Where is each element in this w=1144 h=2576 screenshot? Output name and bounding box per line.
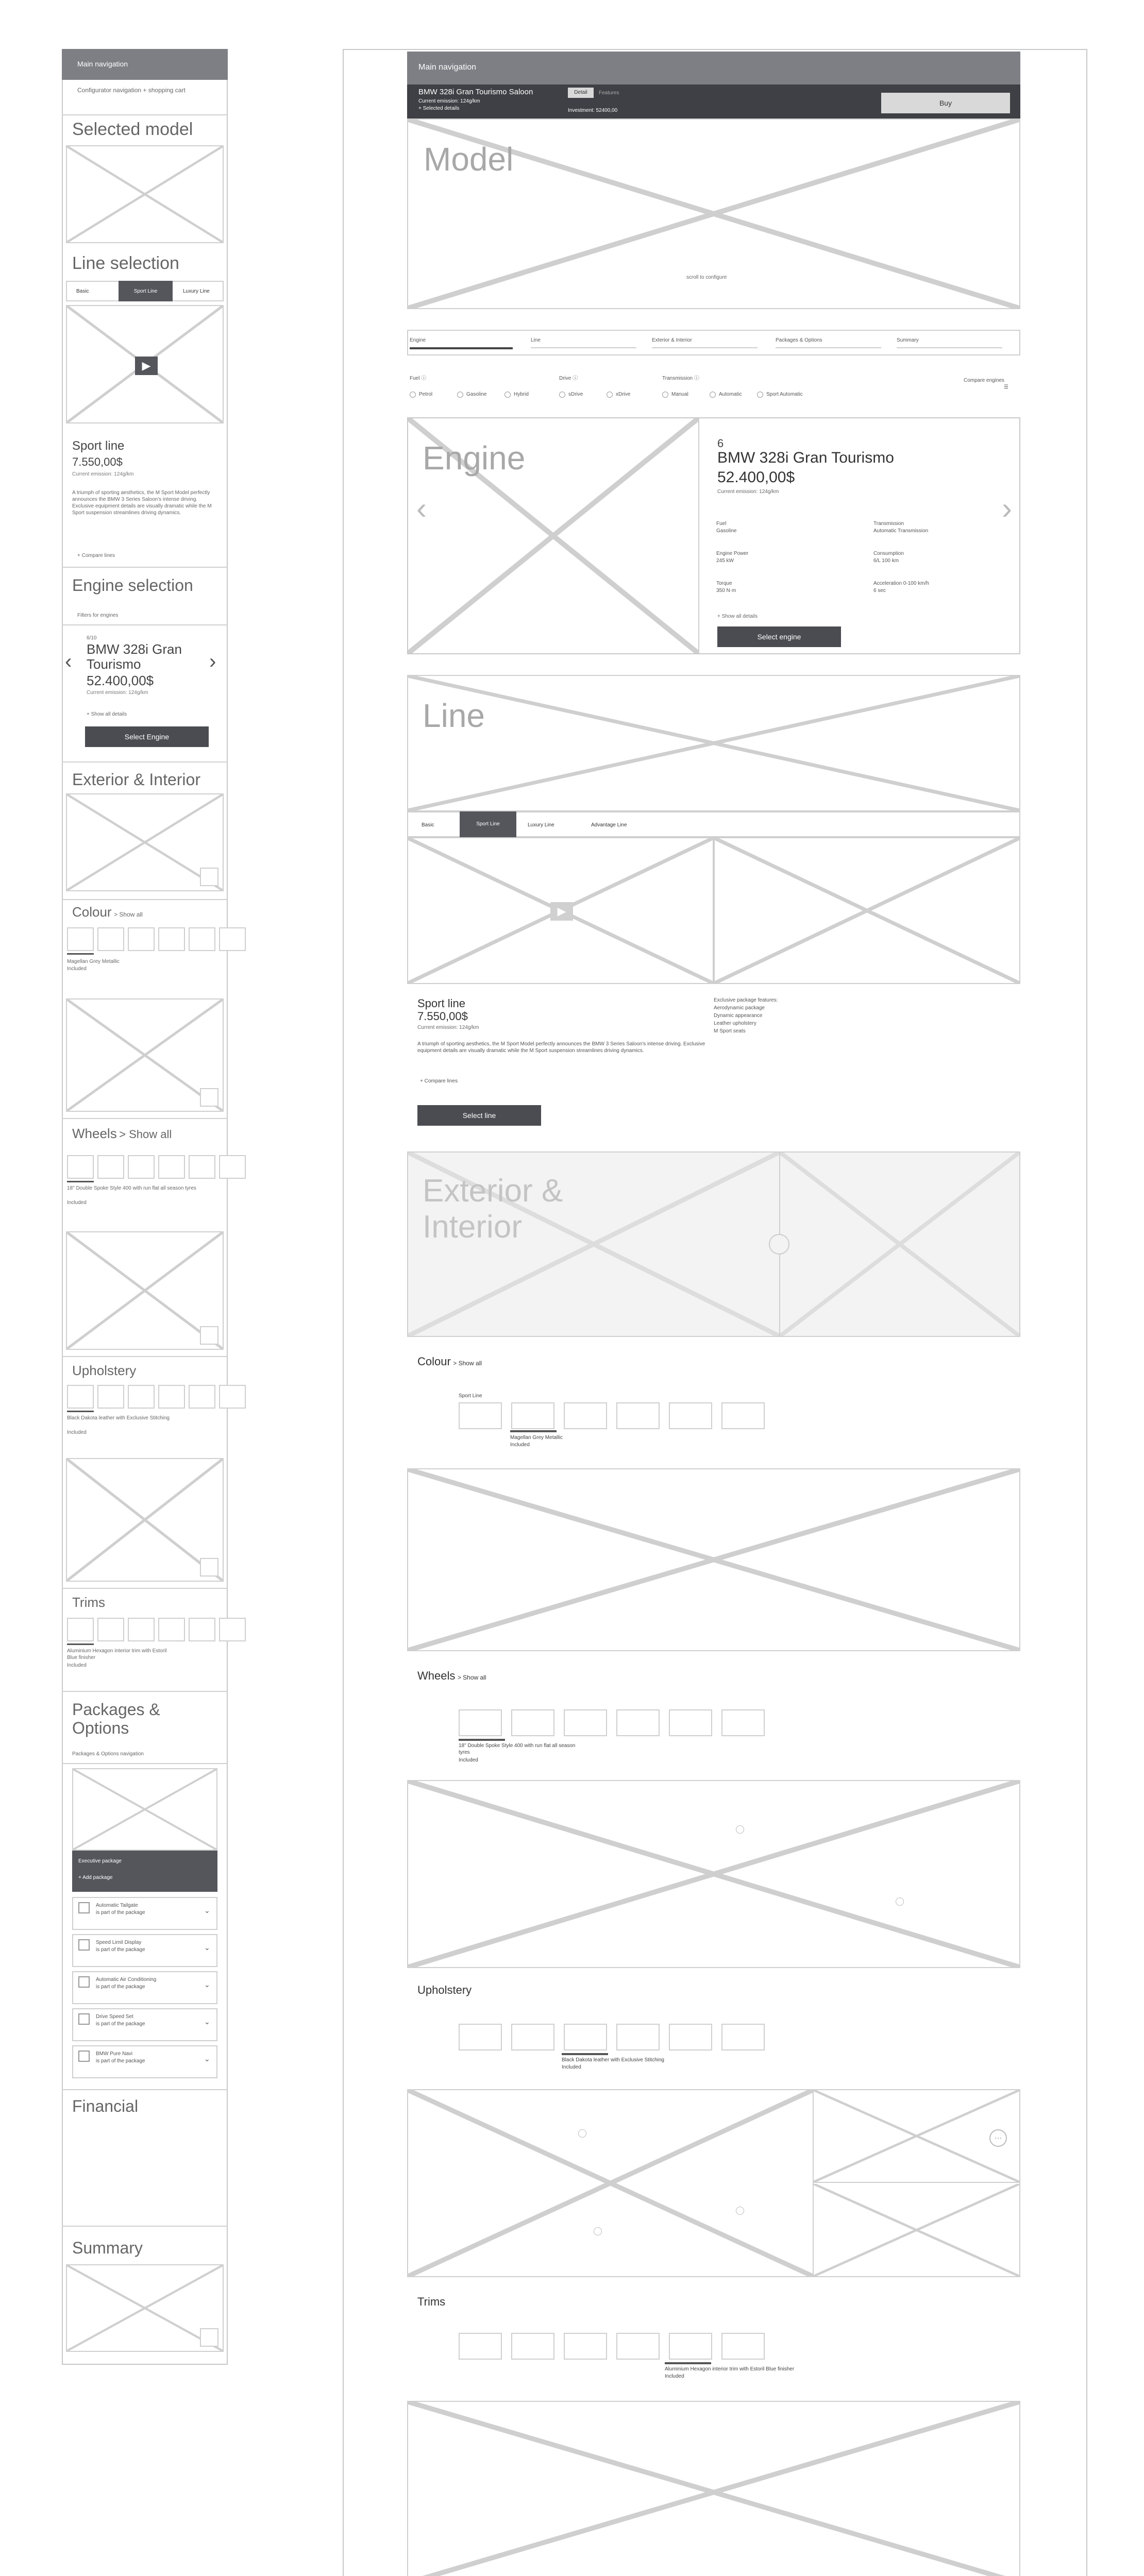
colour-swatch[interactable] xyxy=(511,1402,554,1429)
filter-radio-label: sDrive xyxy=(568,392,583,397)
desktop-compare-engines[interactable] xyxy=(964,377,1008,391)
desktop-line-tabs xyxy=(407,811,1020,837)
mobile-engine-price: 52.400,00$ xyxy=(87,673,154,688)
mobile-main-nav[interactable] xyxy=(62,49,228,80)
upholstery-swatch[interactable] xyxy=(67,1385,94,1409)
desktop-nav-title: Main navigation xyxy=(418,63,477,72)
desktop-engine-emission: Current emission: 124g/km xyxy=(717,489,779,495)
step-progress xyxy=(410,347,513,349)
mobile-trims-heading: Trims xyxy=(72,1595,106,1610)
colour-swatch[interactable] xyxy=(97,927,124,951)
chevron-right-icon[interactable]: › xyxy=(209,650,216,673)
desktop-upholstery-selected: Black Dakota leather with Exclusive Stitching xyxy=(562,2057,664,2063)
hotspot-icon[interactable] xyxy=(896,1897,904,1906)
spec-label: Consumption xyxy=(873,551,904,556)
spec-value: 350 N·m xyxy=(716,588,736,594)
package-item-name: Automatic Air Conditioning xyxy=(96,1977,157,1982)
step-progress xyxy=(897,347,1002,348)
desktop-model-hero xyxy=(407,118,1020,309)
filter-radio[interactable] xyxy=(757,392,763,398)
mobile-exec-package-label: Executive package xyxy=(78,1858,122,1864)
trim-swatch[interactable] xyxy=(67,1618,94,1641)
desktop-upholstery-included: Included xyxy=(562,2064,581,2070)
mobile-sport-line-emission: Current emission: 124g/km xyxy=(72,471,134,477)
filter-radio-label: Petrol xyxy=(419,392,433,397)
mobile-colour-label: Colour xyxy=(72,904,112,920)
desktop-config-header xyxy=(407,84,1020,118)
desktop-tab-advantage-line[interactable]: Advantage Line xyxy=(591,822,627,828)
mobile-nav-title: Main navigation xyxy=(77,60,128,68)
expand-icon[interactable] xyxy=(200,1088,218,1107)
mobile-financial-heading: Financial xyxy=(72,2097,139,2115)
upholstery-swatch[interactable] xyxy=(158,1385,185,1409)
filter-radio-label: Gasoline xyxy=(466,392,487,397)
upholstery-swatch[interactable] xyxy=(128,1385,155,1409)
desktop-main-nav[interactable] xyxy=(407,52,1020,84)
spec-value: 245 kW xyxy=(716,558,734,564)
desktop-upholstery-image xyxy=(407,2089,1020,2277)
desktop-exterior-hero xyxy=(407,1151,1020,1337)
wheel-swatch[interactable] xyxy=(67,1155,94,1179)
info-icon[interactable]: ⓘ xyxy=(694,376,699,381)
line-feature: M Sport seats xyxy=(714,1028,746,1034)
info-icon[interactable]: ⓘ xyxy=(421,376,427,381)
mobile-wheels-selected: 18" Double Spoke Style 400 with run flat all season tyres xyxy=(67,1185,196,1191)
wheel-swatch[interactable] xyxy=(721,1709,765,1736)
wheel-swatch[interactable] xyxy=(219,1155,246,1179)
mobile-sport-line-price: 7.550,00$ xyxy=(72,455,123,468)
desktop-colour-show-all[interactable]: > Show all xyxy=(453,1360,482,1367)
desktop-sport-line-price: 7.550,00$ xyxy=(417,1010,468,1023)
step-engine[interactable]: Engine xyxy=(410,337,426,343)
mobile-summary-image xyxy=(66,2264,224,2352)
mobile-colour-show-all[interactable]: > Show all xyxy=(114,911,143,918)
desktop-filter-transmission xyxy=(662,375,699,382)
package-checkbox[interactable] xyxy=(78,1976,90,1988)
expand-icon[interactable] xyxy=(200,1558,218,1577)
mobile-packages-nav[interactable]: Packages & Options navigation xyxy=(72,1751,144,1757)
mobile-breadcrumb[interactable] xyxy=(77,87,211,94)
spec-label: Fuel xyxy=(716,521,727,527)
desktop-exterior-right xyxy=(780,1153,1019,1336)
desktop-engine-show-details[interactable]: + Show all details xyxy=(717,614,758,619)
mobile-tab-luxury-line[interactable]: Luxury Line xyxy=(183,289,210,294)
desktop-buy-button[interactable]: Buy xyxy=(881,93,1010,113)
mobile-upholstery-selected: Black Dakota leather with Exclusive Stitching xyxy=(67,1415,170,1421)
trim-swatch[interactable] xyxy=(158,1618,185,1641)
desktop-tab-sport-line[interactable]: Sport Line xyxy=(460,811,516,837)
upholstery-swatch[interactable] xyxy=(669,2024,712,2050)
mobile-colour-heading xyxy=(72,904,143,920)
desktop-trims-included: Included xyxy=(665,2374,684,2379)
step-progress xyxy=(531,347,636,348)
more-icon[interactable]: ··· xyxy=(989,2129,1007,2147)
upholstery-swatch[interactable] xyxy=(564,2024,607,2050)
desktop-engine-name: BMW 328i Gran Tourismo xyxy=(717,449,894,466)
trim-swatch[interactable] xyxy=(189,1618,215,1641)
desktop-filter-drive-label: Drive xyxy=(559,376,571,381)
filter-radio-label: Sport Automatic xyxy=(766,392,803,397)
package-item-name: Speed Limit Display xyxy=(96,1940,142,1945)
mobile-trims-selected: Aluminium Hexagon interior trim with Estoril Blue finisher xyxy=(67,1648,167,1660)
line-feature: Leather upholstery xyxy=(714,1021,756,1026)
filter-radio[interactable] xyxy=(710,392,716,398)
upholstery-swatch[interactable] xyxy=(721,2024,765,2050)
spec-value: 6/L 100 km xyxy=(873,558,899,564)
desktop-header-emission: Current emission: 124g/km xyxy=(418,98,480,104)
desktop-engine-price: 52.400,00$ xyxy=(717,469,795,486)
wheel-swatch[interactable] xyxy=(128,1155,155,1179)
expand-icon[interactable] xyxy=(200,1326,218,1345)
desktop-exterior-heading: Exterior & Interior xyxy=(423,1173,563,1245)
desktop-upholstery-heading: Upholstery xyxy=(417,1984,472,1996)
upholstery-swatch[interactable] xyxy=(97,1385,124,1409)
mobile-filter-engines[interactable]: Filters for engines xyxy=(77,613,119,618)
desktop-trims-selected: Aluminium Hexagon interior trim with Estoril Blue finisher xyxy=(665,2366,795,2372)
trim-swatch[interactable] xyxy=(219,1618,246,1641)
mobile-wheels-image xyxy=(66,1231,224,1350)
desktop-colour-heading xyxy=(417,1355,482,1368)
compare-icon[interactable]: ☰ xyxy=(1004,384,1008,390)
desktop-sport-line-desc: A triumph of sporting aesthetics, the M Sport Model perfectly announces the BMW 3 Series Saloon's intense driving. Exclusive equipment details are visually dramatic while the M Sport suspension streamlines driving dynamics. xyxy=(417,1041,705,1054)
desktop-engine-image xyxy=(408,418,699,653)
wheel-swatch[interactable] xyxy=(616,1709,660,1736)
mobile-line-selection-heading: Line selection xyxy=(72,253,179,273)
expand-icon[interactable] xyxy=(200,868,218,886)
filter-radio-label: Hybrid xyxy=(514,392,529,397)
desktop-stepper xyxy=(407,330,1020,355)
step-progress xyxy=(776,347,881,348)
trim-swatch[interactable] xyxy=(97,1618,124,1641)
package-item-name: BMW Pure Navi xyxy=(96,2051,133,2057)
desktop-filter-transmission-label: Transmission xyxy=(662,376,693,381)
mobile-summary-heading: Summary xyxy=(72,2239,143,2257)
desktop-sport-line-emission: Current emission: 124g/km xyxy=(417,1025,479,1030)
filter-radio-label: Manual xyxy=(671,392,688,397)
mobile-packages-heading: Packages & Options xyxy=(72,1700,160,1737)
trim-swatch[interactable] xyxy=(669,2333,712,2360)
desktop-select-engine-button[interactable]: Select engine xyxy=(717,626,841,647)
spec-value: Gasoline xyxy=(716,528,737,534)
mobile-exec-package-image xyxy=(72,1768,217,1851)
package-item-sub: is part of the package xyxy=(96,1910,145,1916)
filter-radio[interactable] xyxy=(504,392,511,398)
desktop-header-price: Investment: 52400,00 xyxy=(568,108,618,113)
desktop-select-line-button[interactable]: Select line xyxy=(417,1105,541,1126)
package-item-sub: is part of the package xyxy=(96,1984,145,1990)
desktop-filter-fuel xyxy=(410,375,426,382)
package-item-name: Automatic Tailgate xyxy=(96,1903,138,1908)
desktop-header-model: BMW 328i Gran Tourismo Saloon xyxy=(418,88,533,96)
trim-swatch[interactable] xyxy=(128,1618,155,1641)
desktop-line-video xyxy=(407,837,714,984)
spec-label: Engine Power xyxy=(716,551,749,556)
spec-label: Torque xyxy=(716,581,732,586)
package-checkbox[interactable] xyxy=(78,2013,90,2025)
mobile-wheels-label: Wheels xyxy=(72,1126,117,1141)
desktop-wheels-image xyxy=(407,1780,1020,1968)
mobile-upholstery-image xyxy=(66,1458,224,1582)
mobile-select-engine-button[interactable]: Select Engine xyxy=(85,726,209,747)
mobile-sport-line-title: Sport line xyxy=(72,439,125,453)
trim-swatch[interactable] xyxy=(511,2333,554,2360)
desktop-wheels-selected: 18" Double Spoke Style 400 with run flat all season tyres xyxy=(459,1743,576,1755)
filter-radio[interactable] xyxy=(410,392,416,398)
line-feature: Dynamic appearance xyxy=(714,1013,763,1019)
desktop-compare-lines[interactable]: + Compare lines xyxy=(420,1078,458,1084)
filter-radio[interactable] xyxy=(662,392,668,398)
spec-label: Transmission xyxy=(873,521,904,527)
desktop-colour-image xyxy=(407,1468,1020,1651)
desktop-model-heading: Model xyxy=(424,141,514,178)
desktop-line-image xyxy=(714,837,1020,984)
trim-swatch[interactable] xyxy=(459,2333,502,2360)
desktop-filter-drive xyxy=(559,375,578,382)
mobile-line-tabs xyxy=(66,281,224,301)
colour-swatch[interactable] xyxy=(219,927,246,951)
mobile-exterior-heading: Exterior & Interior xyxy=(72,770,200,789)
mobile-wheels-included: Included xyxy=(67,1200,87,1206)
upholstery-swatch[interactable] xyxy=(219,1385,246,1409)
chevron-down-icon[interactable]: ⌄ xyxy=(204,1906,210,1914)
desktop-trims-heading: Trims xyxy=(417,2295,446,2308)
desktop-colour-selected: Magellan Grey Metallic xyxy=(510,1435,563,1440)
step-line[interactable]: Line xyxy=(531,337,541,343)
wheel-swatch[interactable] xyxy=(564,1709,607,1736)
desktop-wheels-heading xyxy=(417,1669,486,1683)
hotspot-icon[interactable] xyxy=(578,2129,586,2138)
package-item-sub: is part of the package xyxy=(96,2058,145,2064)
chevron-down-icon[interactable]: ⌄ xyxy=(204,2055,210,2063)
desktop-tab-basic[interactable]: Basic xyxy=(422,822,434,828)
desktop-header-tab-features[interactable]: Features xyxy=(599,90,619,96)
hotspot-icon[interactable] xyxy=(594,2227,602,2235)
wheel-swatch[interactable] xyxy=(459,1709,502,1736)
desktop-wheels-included: Included xyxy=(459,1757,478,1763)
wheel-swatch[interactable] xyxy=(511,1709,554,1736)
mobile-add-package[interactable]: + Add package xyxy=(78,1875,113,1880)
hotspot-icon[interactable] xyxy=(736,2207,744,2215)
line-feature: Aerodynamic package xyxy=(714,1005,765,1011)
wheel-swatch[interactable] xyxy=(158,1155,185,1179)
mobile-upholstery-heading: Upholstery xyxy=(72,1363,137,1378)
colour-swatch[interactable] xyxy=(459,1402,502,1429)
mobile-model-image xyxy=(66,145,224,243)
chevron-down-icon[interactable]: ⌄ xyxy=(204,1943,210,1952)
mobile-upholstery-included: Included xyxy=(67,1430,87,1435)
upholstery-swatch[interactable] xyxy=(511,2024,554,2050)
mobile-engine-details[interactable]: + Show all details xyxy=(87,711,127,717)
package-checkbox[interactable] xyxy=(78,1939,90,1951)
mobile-selected-model-heading: Selected model xyxy=(72,120,193,139)
mobile-breadcrumb-text: Configurator navigation + shopping cart xyxy=(77,87,186,94)
desktop-engine-num: 6 xyxy=(717,437,724,450)
mobile-tab-basic[interactable]: Basic xyxy=(76,289,89,294)
mobile-exterior-image xyxy=(66,793,224,891)
mobile-engine-num: 6/10 xyxy=(87,635,97,641)
spec-value: Automatic Transmission xyxy=(873,528,929,534)
desktop-line-hero xyxy=(407,675,1020,811)
play-icon[interactable]: ▶ xyxy=(550,902,573,921)
mobile-line-video xyxy=(66,305,224,423)
line-feature: Exclusive package features: xyxy=(714,997,778,1003)
colour-swatch[interactable] xyxy=(158,927,185,951)
desktop-scroll-hint: scroll to configure xyxy=(686,275,727,280)
colour-swatch[interactable] xyxy=(189,927,215,951)
desktop-colour-group: Sport Line xyxy=(459,1393,482,1399)
rotate-handle-icon[interactable] xyxy=(769,1234,789,1255)
chevron-left-icon[interactable]: ‹ xyxy=(416,491,427,526)
mobile-colour-selected: Magellan Grey Metallic xyxy=(67,959,120,964)
trim-swatch[interactable] xyxy=(721,2333,765,2360)
upholstery-swatch[interactable] xyxy=(459,2024,502,2050)
desktop-filter-fuel-label: Fuel xyxy=(410,376,420,381)
mobile-exec-package-bar xyxy=(72,1851,217,1892)
mobile-wheels-show-all[interactable]: > Show all xyxy=(119,1128,172,1141)
filter-radio[interactable] xyxy=(559,392,565,398)
desktop-line-heading: Line xyxy=(423,697,485,734)
chevron-down-icon[interactable]: ⌄ xyxy=(204,1980,210,1989)
step-packages-options[interactable]: Packages & Options xyxy=(776,337,822,343)
mobile-trims-included: Included xyxy=(67,1663,87,1668)
package-item-name: Drive Speed Set xyxy=(96,2014,133,2020)
upholstery-swatch[interactable] xyxy=(189,1385,215,1409)
package-item-sub: is part of the package xyxy=(96,1947,145,1953)
colour-swatch[interactable] xyxy=(128,927,155,951)
colour-swatch[interactable] xyxy=(564,1402,607,1429)
colour-swatch[interactable] xyxy=(616,1402,660,1429)
trim-swatch[interactable] xyxy=(616,2333,660,2360)
expand-icon[interactable] xyxy=(200,2328,218,2347)
package-checkbox[interactable] xyxy=(78,1902,90,1913)
colour-swatch[interactable] xyxy=(669,1402,712,1429)
desktop-wheels-show-all[interactable]: > Show all xyxy=(457,1674,486,1681)
mobile-engine-name: BMW 328i Gran Tourismo xyxy=(87,641,182,672)
mobile-compare-lines[interactable]: + Compare lines xyxy=(77,553,115,558)
spec-label: Acceleration 0-100 km/h xyxy=(873,581,929,586)
step-progress xyxy=(652,347,758,348)
info-icon[interactable]: ⓘ xyxy=(573,376,578,381)
wheel-swatch[interactable] xyxy=(189,1155,215,1179)
step-exterior-interior[interactable]: Exterior & Interior xyxy=(652,337,692,343)
desktop-colour-label: Colour xyxy=(417,1355,451,1368)
colour-swatch[interactable] xyxy=(67,927,94,951)
package-item-sub: is part of the package xyxy=(96,2021,145,2027)
chevron-down-icon[interactable]: ⌄ xyxy=(204,2018,210,2026)
package-checkbox[interactable] xyxy=(78,2050,90,2062)
play-icon[interactable]: ▶ xyxy=(135,357,158,375)
mobile-sport-line-desc: A triumph of sporting aesthetics, the M Sport Model perfectly announces the BMW 3 Series Saloon's intense driving. Exclusive equipment details are visually dramatic while the M Sport suspension streamlines driving dynamics. xyxy=(72,490,212,516)
spec-value: 6 sec xyxy=(873,588,886,594)
chevron-right-icon[interactable]: › xyxy=(1002,491,1012,526)
desktop-trims-image xyxy=(407,2401,1020,2576)
filter-radio-label: xDrive xyxy=(616,392,631,397)
desktop-tab-luxury-line[interactable]: Luxury Line xyxy=(528,822,554,828)
mobile-engine-selection-heading: Engine selection xyxy=(72,576,193,595)
desktop-header-tab-detail[interactable]: Detail xyxy=(568,88,594,98)
desktop-engine-heading: Engine xyxy=(423,439,526,477)
step-summary[interactable]: Summary xyxy=(897,337,919,343)
desktop-wheels-label: Wheels xyxy=(417,1669,456,1682)
mobile-tab-sport-line[interactable]: Sport Line xyxy=(119,281,173,301)
desktop-compare-engines-label: Compare engines xyxy=(964,378,1004,383)
wheel-swatch[interactable] xyxy=(97,1155,124,1179)
upholstery-swatch[interactable] xyxy=(616,2024,660,2050)
filter-radio[interactable] xyxy=(457,392,463,398)
desktop-colour-included: Included xyxy=(510,1442,530,1448)
mobile-colour-image xyxy=(66,998,224,1112)
desktop-header-details[interactable]: + Selected details xyxy=(418,106,460,111)
mobile-engine-emission: Current emission: 124g/km xyxy=(87,690,148,696)
mobile-colour-included: Included xyxy=(67,966,87,972)
colour-swatch[interactable] xyxy=(721,1402,765,1429)
trim-swatch[interactable] xyxy=(564,2333,607,2360)
chevron-left-icon[interactable]: ‹ xyxy=(65,650,72,673)
filter-radio[interactable] xyxy=(607,392,613,398)
hotspot-icon[interactable] xyxy=(736,1825,744,1834)
mobile-wheels-heading xyxy=(72,1126,172,1142)
desktop-sport-line-title: Sport line xyxy=(417,997,465,1010)
filter-radio-label: Automatic xyxy=(719,392,742,397)
desktop-engine-card xyxy=(407,417,1020,654)
wheel-swatch[interactable] xyxy=(669,1709,712,1736)
